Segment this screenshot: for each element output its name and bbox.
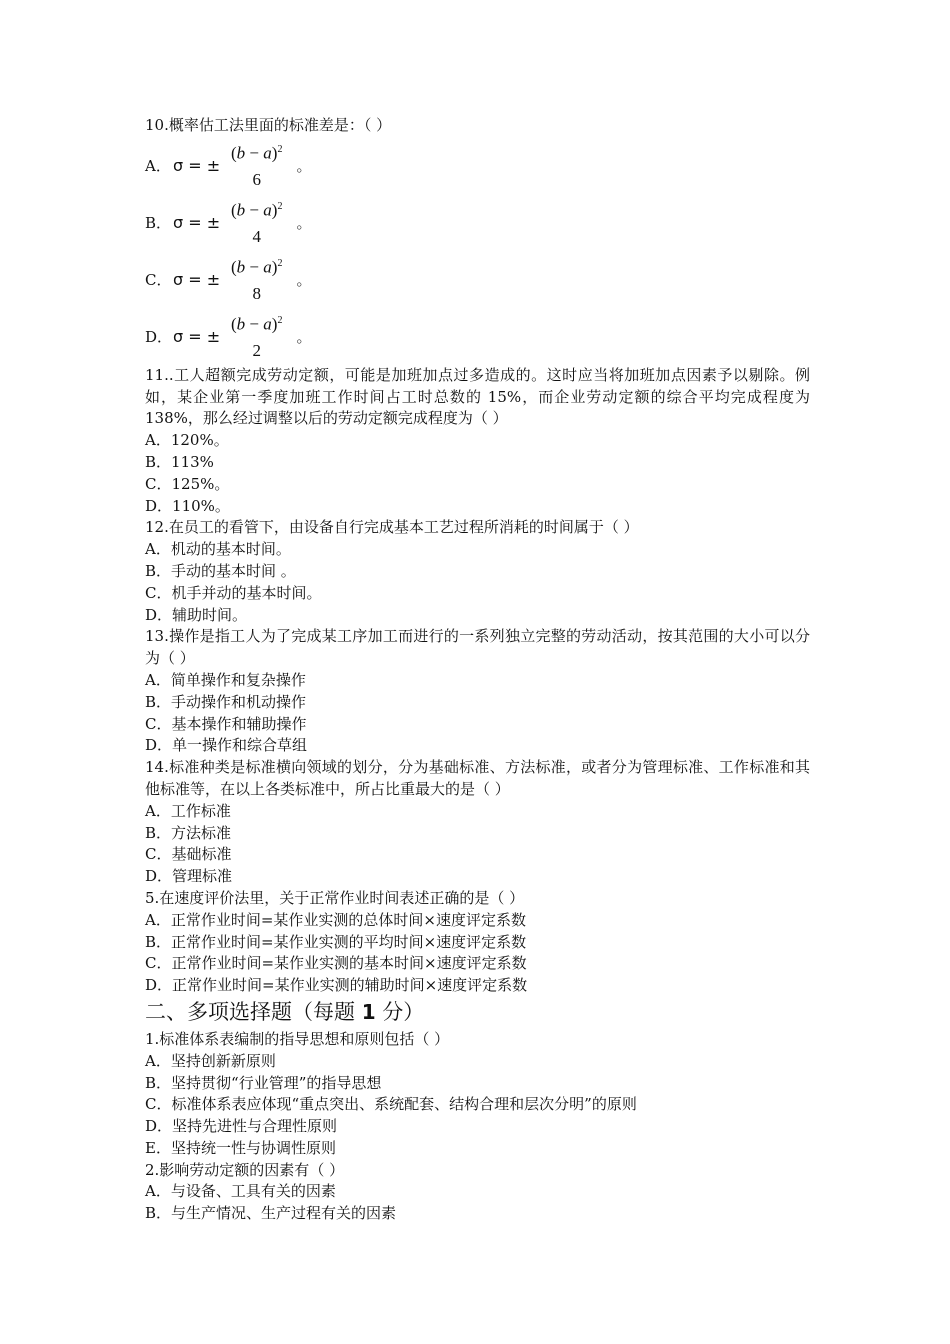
denominator: 6 xyxy=(252,170,261,190)
m1-stem: 1.标准体系表编制的指导思想和原则包括（ ） xyxy=(145,1029,450,1048)
sigma-symbol: σ = ± xyxy=(173,269,221,289)
q14-stem: 14.标准种类是标准横向领域的划分，分为基础标准、方法标准，或者分为管理标准、工作标准和其他标准等，在以上各类标准中，所占比重最大的是（ ） xyxy=(145,758,810,798)
q14-option: A．工作标准 xyxy=(145,801,231,820)
q12-option: D．辅助时间。 xyxy=(145,605,248,624)
q5-stem: 5.在速度评价法里，关于正常作业时间表述正确的是（ ） xyxy=(145,888,525,907)
q11-option: B．113% xyxy=(145,452,214,471)
m1-option: A．坚持创新新原则 xyxy=(145,1051,276,1070)
sigma-symbol: σ = ± xyxy=(173,326,221,346)
q13-option: C．基本操作和辅助操作 xyxy=(145,714,307,733)
m1-option: C．标准体系表应体现“重点突出、系统配套、结构合理和层次分明”的原则 xyxy=(145,1095,637,1114)
q13-option: D．单一操作和综合草组 xyxy=(145,736,308,755)
q12-option: B．手动的基本时间 。 xyxy=(145,561,296,580)
q11-stem: 11..工人超额完成劳动定额，可能是加班加点过多造成的。这时应当将加班加点因素予以剔除。例如，某企业第一季度加班工作时间占工时总数的 15%，而企业劳动定额的综合平均完成程度为 138%，那么经过调整以后的劳动定额完成程度为（ ） xyxy=(145,365,810,428)
m1-option: E．坚持统一性与协调性原则 xyxy=(145,1138,336,1157)
q13-option: A．简单操作和复杂操作 xyxy=(145,670,306,689)
formula-fraction: $(b - a)^2$ 2 xyxy=(231,308,282,364)
q11-option: C．125%。 xyxy=(145,474,230,493)
q14-option: B．方法标准 xyxy=(145,823,232,842)
m1-option: B．坚持贯彻“行业管理”的指导思想 xyxy=(145,1073,382,1092)
q10-option-d: D． σ = ± $(b - a)^2$ 2 。 xyxy=(145,308,810,365)
q11-option: D．110%。 xyxy=(145,496,230,515)
q10-option-c: C． σ = ± $(b - a)^2$ 8 。 xyxy=(145,251,810,308)
q12-stem: 12.在员工的看管下，由设备自行完成基本工艺过程所消耗的时间属于（ ） xyxy=(145,518,639,537)
q14-option: C．基础标准 xyxy=(145,845,232,864)
m2-option: A．与设备、工具有关的因素 xyxy=(145,1182,336,1201)
sigma-symbol: σ = ± xyxy=(173,155,221,175)
q5-option: A．正常作业时间=某作业实测的总体时间×速度评定系数 xyxy=(145,910,526,929)
denominator: 4 xyxy=(252,227,261,247)
q13-option: B．手动操作和机动操作 xyxy=(145,692,307,711)
denominator: 8 xyxy=(252,284,261,304)
q13-stem: 13.操作是指工人为了完成某工序加工而进行的一系列独立完整的劳动活动，按其范围的大小可以分为（ ） xyxy=(145,627,810,668)
denominator: 2 xyxy=(252,341,261,361)
formula-fraction: $(b - a)^2$ 8 xyxy=(231,251,282,307)
q12-option: C．机手并动的基本时间。 xyxy=(145,583,322,602)
option-label: D． xyxy=(145,327,173,346)
q5-option: D．正常作业时间=某作业实测的辅助时间×速度评定系数 xyxy=(145,976,528,995)
exam-page xyxy=(145,115,810,1225)
q5-option: C．正常作业时间=某作业实测的基本时间×速度评定系数 xyxy=(145,954,527,973)
q10-option-a: A． σ = ± $(b - a)^2$ 6 。 xyxy=(145,137,810,194)
q11-option: A．120%。 xyxy=(145,431,229,450)
formula-fraction: $(b - a)^2$ 4 xyxy=(231,194,282,250)
option-label: C． xyxy=(145,270,172,289)
option-label: A． xyxy=(145,156,171,175)
section-heading: 二、多项选择题（每题 1 分） xyxy=(145,999,425,1024)
m2-stem: 2.影响劳动定额的因素有（ ） xyxy=(145,1160,345,1179)
q5-option: B．正常作业时间=某作业实测的平均时间×速度评定系数 xyxy=(145,932,527,951)
q10-option-b: B． σ = ± $(b - a)^2$ 4 。 xyxy=(145,194,810,251)
sigma-symbol: σ = ± xyxy=(173,212,221,232)
q14-option: D．管理标准 xyxy=(145,867,233,886)
m2-option: B．与生产情况、生产过程有关的因素 xyxy=(145,1204,397,1223)
q12-option: A．机动的基本时间。 xyxy=(145,540,291,559)
option-label: B． xyxy=(145,213,172,232)
q10-stem: 10.概率估工法里面的标准差是：（ ） xyxy=(145,116,392,134)
formula-fraction: $(b - a)^2$ 6 xyxy=(231,137,282,193)
m1-option: D．坚持先进性与合理性原则 xyxy=(145,1117,338,1136)
